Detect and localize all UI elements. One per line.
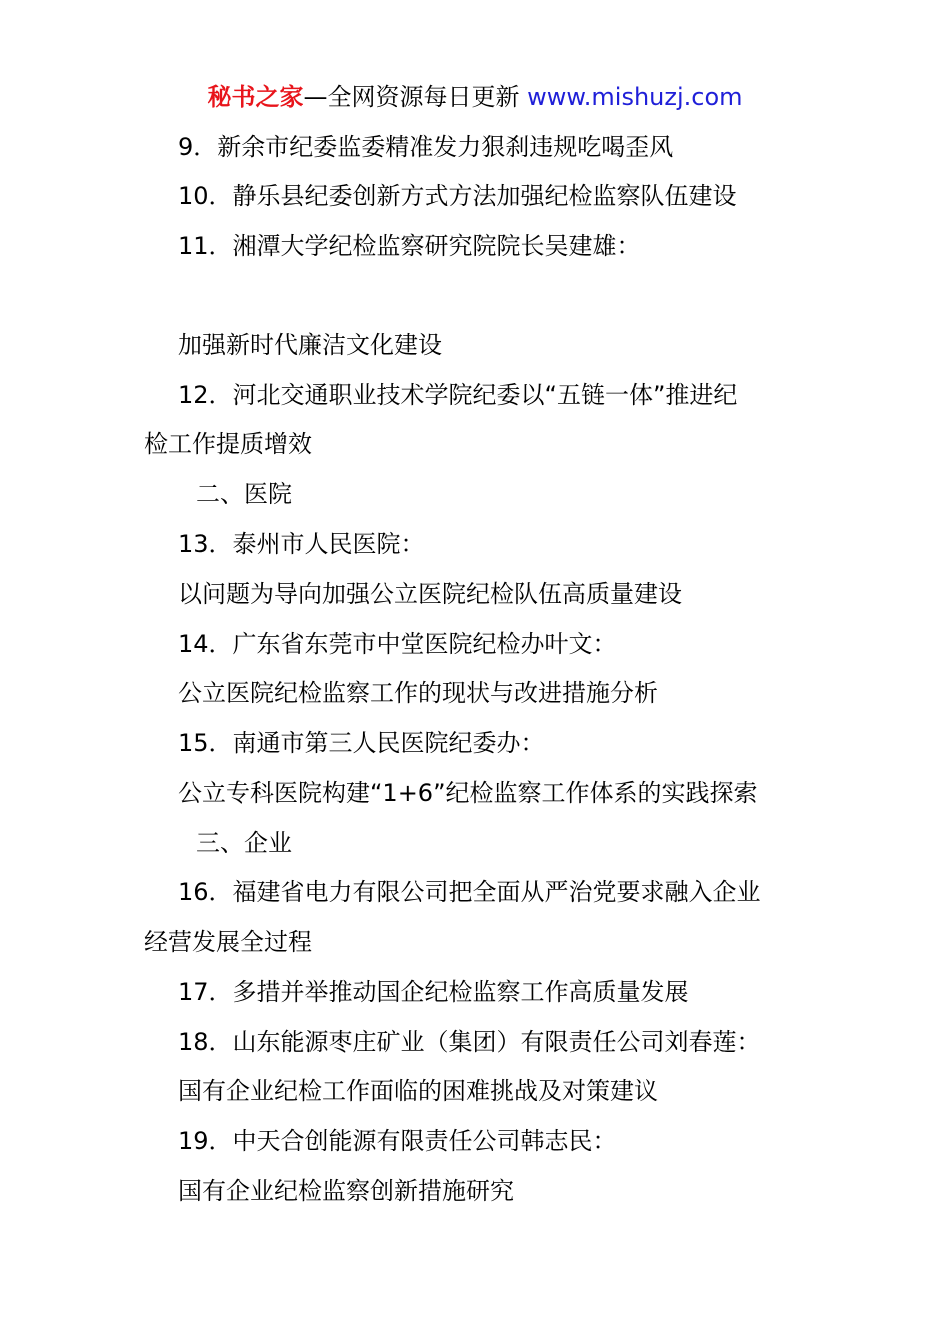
list-item-9: 9．新余市纪委监委精准发力狠刹违规吃喝歪风: [178, 133, 674, 161]
list-item-15: 15．南通市第三人民医院纪委办：: [178, 729, 545, 757]
list-item-12: 12．河北交通职业技术学院纪委以“五链一体”推进纪: [178, 381, 738, 409]
list-item-18-subtitle: 国有企业纪检工作面临的困难挑战及对策建议: [178, 1077, 658, 1105]
list-item-13: 13．泰州市人民医院：: [178, 530, 425, 558]
page-header: [0, 80, 950, 114]
list-item-16: 16．福建省电力有限公司把全面从严治党要求融入企业: [178, 878, 761, 906]
brand-name: 秘书之家: [207, 83, 304, 111]
list-item-16-continued: 经营发展全过程: [144, 928, 312, 956]
list-item-12-continued: 检工作提质增效: [144, 430, 312, 458]
list-item-15-subtitle: 公立专科医院构建“1+6”纪检监察工作体系的实践探索: [178, 779, 758, 807]
list-item-10: 10．静乐县纪委创新方式方法加强纪检监察队伍建设: [178, 182, 737, 210]
section-heading-enterprise: 三、企业: [196, 829, 292, 857]
list-item-13-subtitle: 以问题为导向加强公立医院纪检队伍高质量建设: [178, 580, 682, 608]
list-item-17: 17．多措并举推动国企纪检监察工作高质量发展: [178, 978, 689, 1006]
list-item-14: 14．广东省东莞市中堂医院纪检办叶文：: [178, 630, 617, 658]
list-item-18: 18．山东能源枣庄矿业（集团）有限责任公司刘春莲：: [178, 1028, 761, 1056]
list-item-14-subtitle: 公立医院纪检监察工作的现状与改进措施分析: [178, 679, 658, 707]
list-item-19-subtitle: 国有企业纪检监察创新措施研究: [178, 1177, 514, 1205]
section-heading-hospital: 二、医院: [196, 480, 292, 508]
site-url[interactable]: www.mishuzj.com: [527, 83, 743, 111]
list-item-19: 19．中天合创能源有限责任公司韩志民：: [178, 1127, 617, 1155]
header-slogan: —全网资源每日更新: [303, 83, 528, 111]
list-item-11: 11．湘潭大学纪检监察研究院院长吴建雄：: [178, 232, 641, 260]
list-item-11-subtitle: 加强新时代廉洁文化建设: [178, 331, 442, 359]
